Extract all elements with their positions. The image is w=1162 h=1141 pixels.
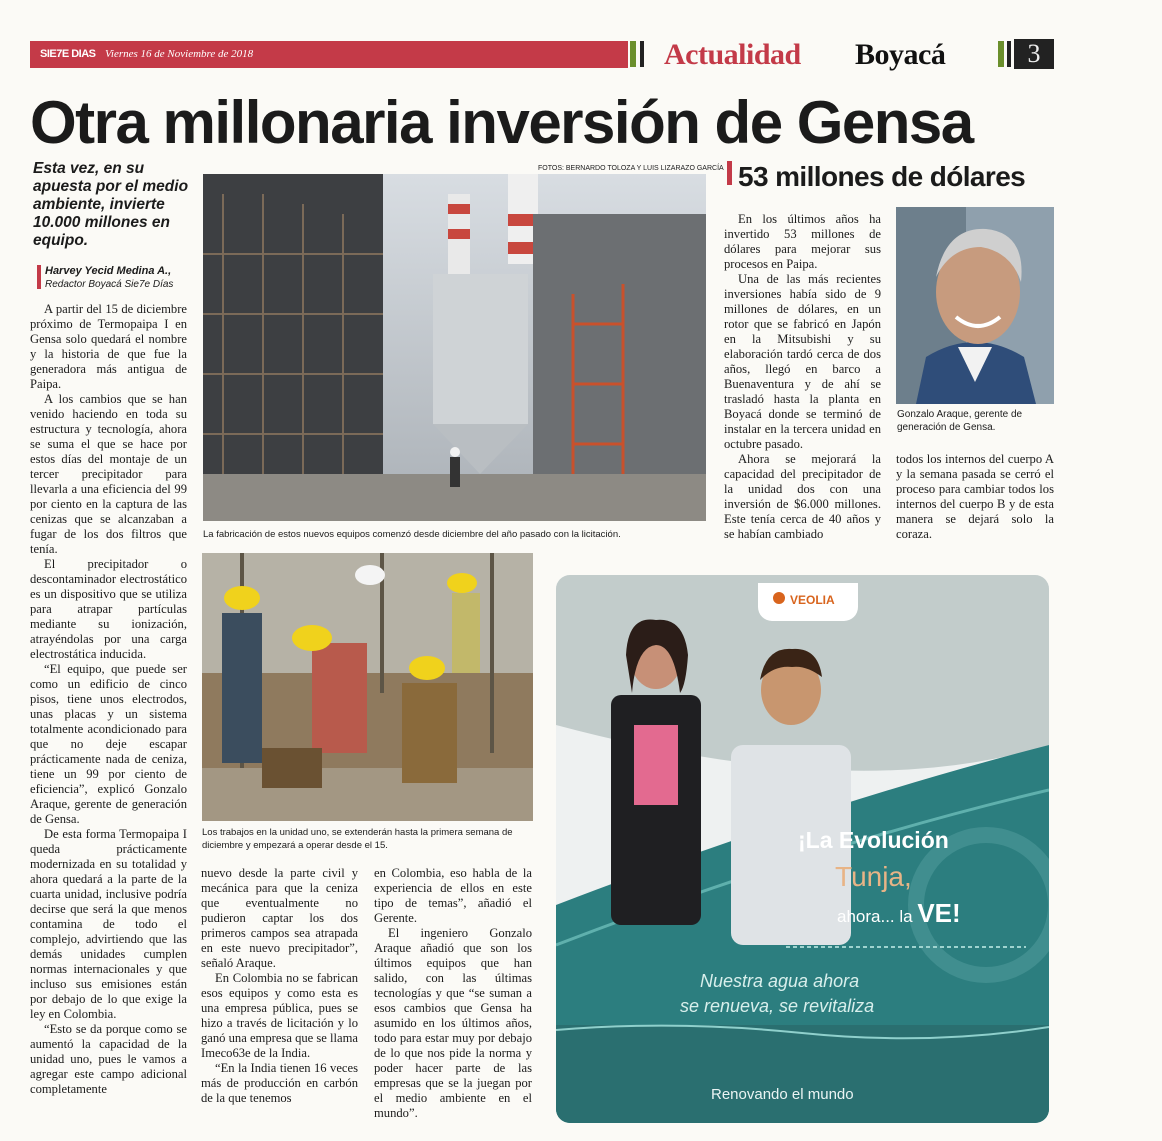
portrait-photo bbox=[896, 207, 1054, 404]
photo-caption: La fabricación de estos nuevos equipos comenzó desde diciembre del año pasado con la licitación. bbox=[203, 529, 621, 540]
author-marker bbox=[37, 265, 41, 289]
ad-tagline bbox=[837, 898, 961, 929]
veolia-logo: VEOLIA bbox=[790, 593, 835, 607]
author-name: Harvey Yecid Medina A., bbox=[45, 265, 172, 277]
author-role: Redactor Boyacá Sie7e Días bbox=[45, 279, 174, 290]
paragraph: A los cambios que se han venido haciendo en toda su estructura y tecnología, ahora se suma el que se hace por estos días del montaje de un tercer precipitador para llevarla a una eficiencia del 99 por ciento en la captura de las cenizas que se alcanzaban a fugar de los dos filtros que tenía. bbox=[30, 392, 187, 556]
ad-tagline-text: ahora... la bbox=[837, 907, 918, 926]
section-marker bbox=[640, 41, 644, 67]
ad-slogan: Nuestra agua ahora bbox=[700, 971, 860, 991]
paragraph: Una de las más recientes inversiones había sido de 9 millones de dólares, en un rotor que se fabricó en Japón en la Mitsubishi y su elaboración tardó cerca de dos años, llegó en barco a Buenaventura y de ahí se trasladó hasta la planta en Boyacá donde se terminó de instalar en la tercera unidad en octubre pasado. bbox=[724, 272, 881, 451]
masthead-brand: SIE7E DIAS bbox=[40, 48, 96, 60]
paragraph: De esta forma Termopaipa I queda prácticamente modernizada en su totalidad y ahora quedará a la parte de la cuarta unidad, inclusive podría decirse que será la que menos contamina de todo el complejo, advirtiendo que las demás unidades cumplen normas internacionales y que incluso sus emisiones están por debajo de lo que exige la ley en Colombia. bbox=[30, 827, 187, 1021]
page-number: 3 bbox=[1014, 39, 1054, 69]
section-marker bbox=[998, 41, 1004, 67]
issue-date: Viernes 16 de Noviembre de 2018 bbox=[105, 48, 254, 60]
sidebar-title: 53 millones de dólares bbox=[738, 161, 1026, 192]
power-plant-photo bbox=[203, 174, 706, 521]
paragraph: El precipitador o descontaminador electrostático es un dispositivo que se utiliza para atrapar partículas mediante su ionización, atrayéndolas por una carga electrostática inducida. bbox=[30, 557, 187, 661]
workers-photo bbox=[202, 553, 533, 821]
article-deck: Esta vez, en su apuesta por el medio ambiente, invierte 10.000 millones en equipo. bbox=[33, 160, 189, 249]
paragraph: A partir del 15 de diciembre próximo de Termopaipa I en Gensa solo quedará el nombre y la historia de que fue la generadora más antigua de Paipa. bbox=[30, 302, 187, 391]
ad-city: Tunja, bbox=[835, 861, 912, 892]
paragraph: En Colombia no se fabrican esos equipos y como esta es una empresa pública, pues se hizo a través de licitación y lo ganó una empresa que se llama Imeco63e de la India. bbox=[201, 971, 359, 1060]
sidebar-column-a bbox=[724, 212, 881, 542]
section-marker bbox=[1007, 41, 1011, 67]
veolia-advertisement bbox=[556, 575, 1049, 1123]
portrait-caption: Gonzalo Araque, gerente de generación de Gensa. bbox=[897, 409, 1023, 433]
paragraph: “El equipo, que puede ser como un edificio de cinco pisos, tiene unos electrodos, unas placas y un sistema totalmente acondicionado para que no deje escapar prácticamente nada de ceniza, tiene un 99 por ciento de eficiencia”, explicó Gonzalo Araque, gerente de generación de Gensa. bbox=[30, 662, 187, 826]
article-column-1 bbox=[30, 302, 187, 1097]
ad-tagline-strong: VE! bbox=[917, 898, 961, 928]
veolia-logo-icon bbox=[773, 592, 785, 604]
paragraph: en Colombia, eso habla de la experiencia de ellos en este tipo de temas”, añadió el Gerente. bbox=[374, 866, 532, 925]
photo-caption: Los trabajos en la unidad uno, se extenderán hasta la primera semana de diciembre y empezará a operar desde el 15. bbox=[202, 827, 513, 851]
paragraph: Ahora se mejorará la capacidad del precipitador de la unidad dos con una inversión de $6.000 millones. Este tenía cerca de 40 años y se habían cambiado bbox=[724, 452, 881, 541]
paragraph: El ingeniero Gonzalo Araque añadió que son los últimos equipos que han salido, con las últimas tecnologías y que “se suman a esos cambios que Gensa ha asumido en los últimos años, todo para estar muy por debajo de lo que nos pide la norma y poder hacer parte de las empresas que se la juegan por el medio ambiente en el mundo”. bbox=[374, 926, 532, 1120]
article-column-3 bbox=[374, 866, 532, 1121]
paragraph: todos los internos del cuerpo A y la semana pasada se cerró el proceso para cambiar todos los internos del cuerpo B y de esta manera se dejará solo la coraza. bbox=[896, 452, 1054, 541]
ad-footer: Renovando el mundo bbox=[711, 1086, 854, 1103]
ad-headline: ¡La Evolución bbox=[798, 827, 949, 853]
sidebar-column-b bbox=[896, 452, 1054, 542]
headline: Otra millonaria inversión de Gensa bbox=[30, 89, 973, 156]
section-marker bbox=[630, 41, 636, 67]
photo-credit: FOTOS: BERNARDO TOLOZA Y LUIS LIZARAZO GARCÍA bbox=[538, 165, 724, 172]
sidebar-marker bbox=[727, 161, 732, 185]
ad-slogan: se renueva, se revitaliza bbox=[680, 996, 875, 1016]
paragraph: En los últimos años ha invertido 53 millones de dólares para mejorar sus procesos en Paipa. bbox=[724, 212, 881, 271]
section-subtitle: Boyacá bbox=[855, 38, 946, 71]
section-title: Actualidad bbox=[664, 38, 801, 71]
paragraph: “En la India tienen 16 veces más de producción en carbón de la que tenemos bbox=[201, 1061, 358, 1105]
paragraph: “Esto se da porque como se aumentó la capacidad de la unidad uno, pues le vamos a agregar este campo adicional completamente bbox=[30, 1022, 187, 1096]
article-column-2 bbox=[201, 866, 358, 1106]
paragraph: nuevo desde la parte civil y mecánica para que la ceniza que eventualmente no pudieron captar los dos primeros campos sea atrapada en este nuevo precipitador”, señaló Araque. bbox=[201, 866, 358, 970]
